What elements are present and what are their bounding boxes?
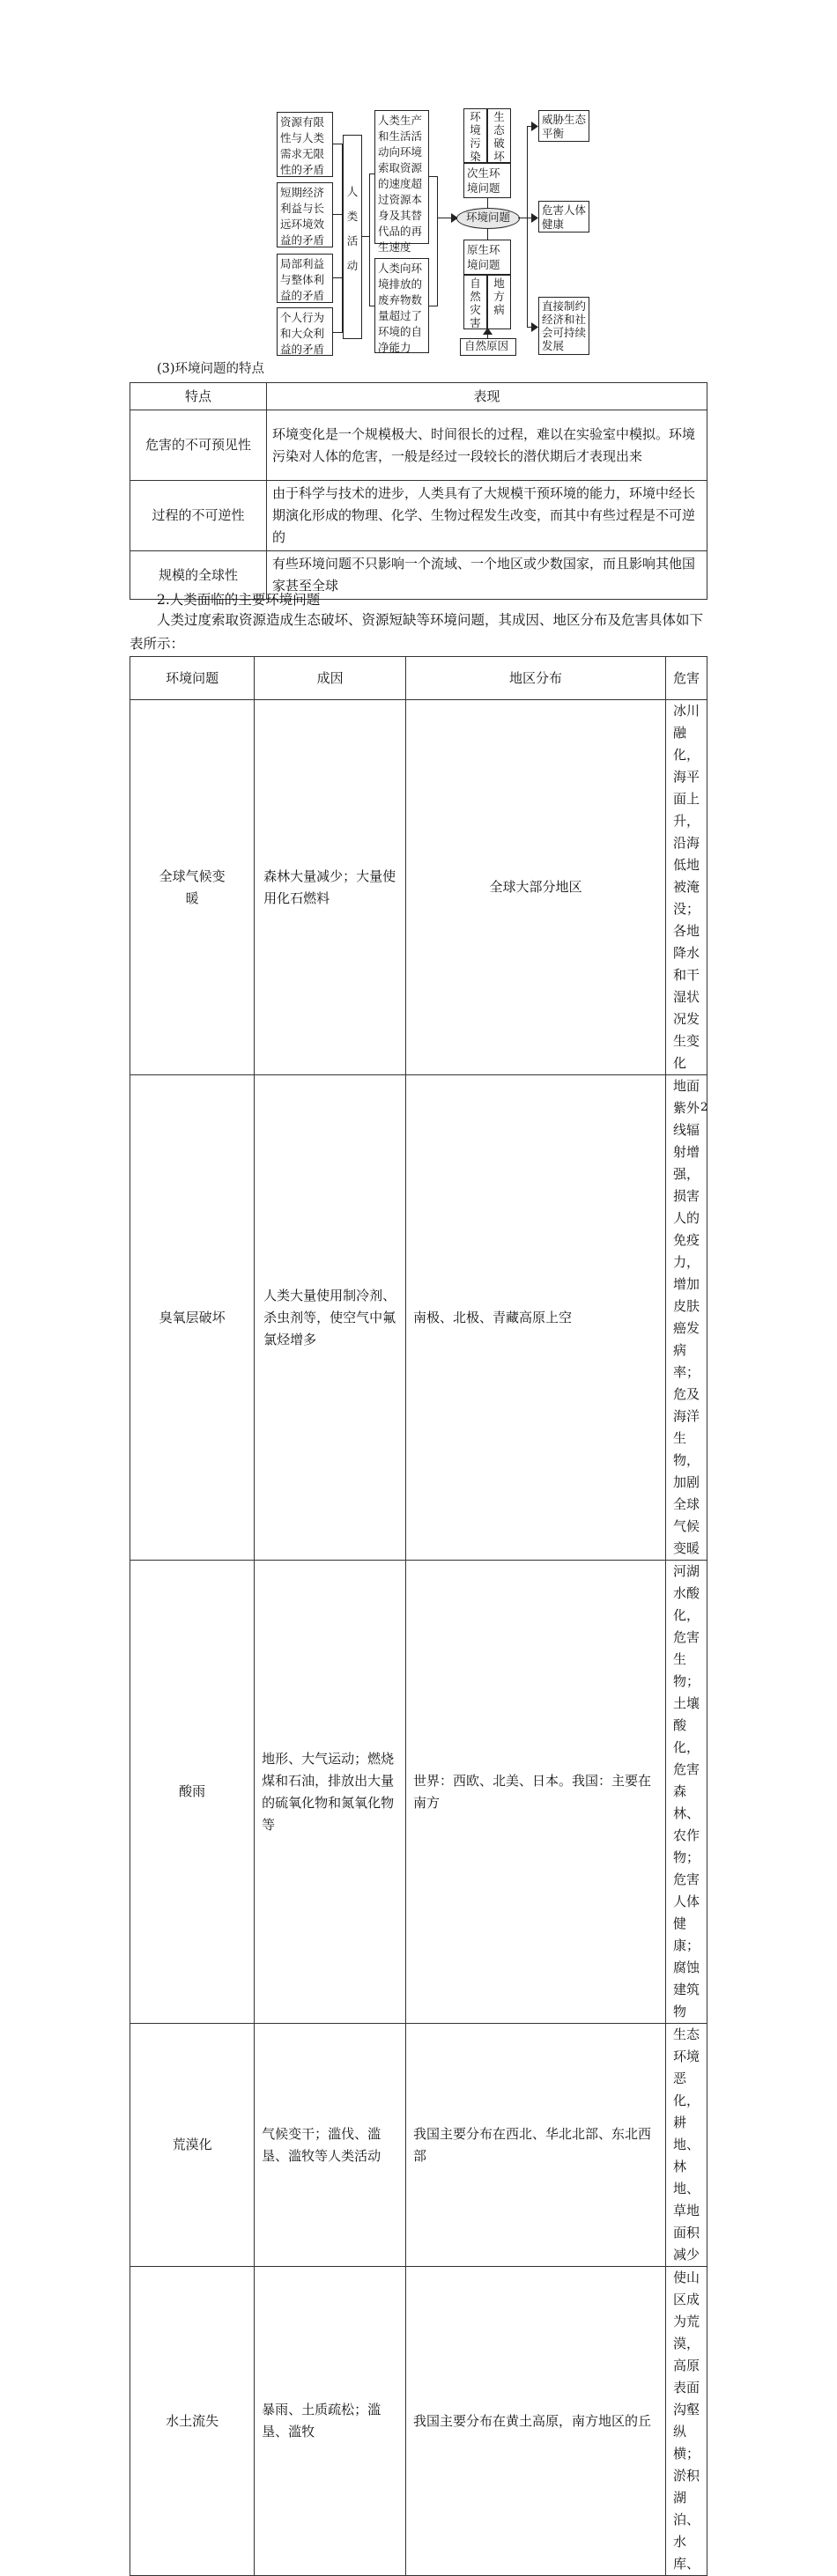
section-intro-paragraph: 人类过度索取资源造成生态破坏、资源短缺等环境问题，其成因、地区分布及危害具体如下表所示： — [130, 612, 704, 652]
table-cell: 有些环境问题不只影响一个流域、一个地区或少数国家，而且影响其他国家甚至全球 — [267, 551, 707, 600]
process-box-2: 人类向环境排放的废弃物数量超过了环境的自净能力 — [374, 258, 429, 353]
table-header: 危害 — [666, 657, 707, 700]
natural-cause-box: 自然原因 — [460, 338, 516, 356]
effect-box-2: 危害人体健康 — [538, 201, 589, 233]
endemic-disease-box: 地方病 — [487, 275, 511, 329]
table-cell: 地形、大气运动；燃烧煤和石油，排放出大量的硫氧化物和氮氧化物等 — [255, 1561, 406, 2024]
table-cell: 全球气候变暖 — [130, 700, 255, 1075]
table-row — [130, 2024, 707, 2267]
section-heading: (3)环境问题的特点 — [157, 362, 265, 376]
table-cell: 我国主要分布在黄土高原，南方地区的丘 — [405, 2267, 665, 2576]
human-activity-box: 人类活动 — [343, 135, 362, 339]
effect-box-3: 直接制约经济和社会可持续发展 — [538, 297, 589, 355]
table-cell: 荒漠化 — [130, 2024, 255, 2267]
table-cell: 暴雨、土质疏松；滥垦、滥牧 — [255, 2267, 406, 2576]
table-row — [130, 1075, 707, 1561]
table-cell: 全球大部分地区 — [405, 700, 665, 1075]
arrow-right-icon — [531, 322, 538, 332]
arrow-right-icon — [531, 122, 538, 131]
cause-box-3: 局部利益与整体利益的矛盾 — [277, 254, 333, 303]
table-header: 特点 — [130, 383, 267, 410]
secondary-problem-box: 次生环境问题 — [463, 163, 511, 198]
table-cell: 世界：西欧、北美、日本。我国：主要在南方 — [405, 1561, 665, 2024]
table-header: 环境问题 — [130, 657, 255, 700]
table-row — [130, 2267, 707, 2576]
effect-box-1: 威胁生态平衡 — [538, 110, 589, 142]
characteristics-table — [130, 382, 707, 600]
environment-problem-node: 环境问题 — [456, 208, 520, 229]
table-cell: 森林大量减少；大量使用化石燃料 — [255, 700, 406, 1075]
primary-problem-box: 原生环境问题 — [463, 240, 511, 275]
table-row — [130, 700, 707, 1075]
table-cell: 危害的不可预见性 — [130, 410, 267, 481]
table-cell: 水土流失 — [130, 2267, 255, 2576]
pollution-box: 环境污染 — [463, 108, 487, 163]
table-cell: 地面紫外线辐射增强，损害人的免疫力，增加皮肤癌发病率；危及海洋生物，加剧全球气候变暖 — [666, 1075, 707, 1561]
eco-damage-box: 生态破坏 — [487, 108, 511, 163]
table-cell: 使山区成为荒漠，高原表面沟壑纵横；淤积湖泊、水库、 — [666, 2267, 707, 2576]
environment-problems-table — [130, 656, 707, 2576]
table-cell: 过程的不可逆性 — [130, 481, 267, 551]
page-number: 2 — [700, 1101, 708, 1114]
table-header-row — [130, 383, 707, 410]
table-header-row — [130, 657, 707, 700]
table-cell: 环境变化是一个规模极大、时间很长的过程，难以在实验室中模拟。环境污染对人体的危害，一般是经过一段较长的潜伏期后才表现出来 — [267, 410, 707, 481]
table-cell: 酸雨 — [130, 1561, 255, 2024]
table-cell: 规模的全球性 — [130, 551, 267, 600]
arrow-up-icon — [483, 328, 493, 335]
cause-box-1: 资源有限性与人类需求无限性的矛盾 — [277, 112, 333, 177]
natural-disaster-box: 自然灾害 — [463, 275, 487, 329]
arrow-right-icon — [531, 213, 538, 223]
table-cell: 人类大量使用制冷剂、杀虫剂等，使空气中氟氯烃增多 — [255, 1075, 406, 1561]
process-box-1: 人类生产和生活活动向环境索取资源的速度超过资源本身及其替代品的再生速度 — [374, 110, 429, 244]
table-cell: 气候变干；滥伐、滥垦、滥牧等人类活动 — [255, 2024, 406, 2267]
table-cell: 臭氧层破坏 — [130, 1075, 255, 1561]
table-cell: 由于科学与技术的进步，人类具有了大规模干预环境的能力，环境中经长期演化形成的物理、化学、生物过程发生改变，而其中有些过程是不可逆的 — [267, 481, 707, 551]
table-cell: 河湖水酸化，危害生物；土壤酸化，危害森林、农作物；危害人体健康；腐蚀建筑物 — [666, 1561, 707, 2024]
table-row — [130, 481, 707, 551]
table-cell: 冰川融化，海平面上升，沿海低地被淹没；各地降水和干湿状况发生变化 — [666, 700, 707, 1075]
table-cell: 生态环境恶化，耕地、林地、草地面积减少 — [666, 2024, 707, 2267]
section-heading: 2.人类面临的主要环境问题 — [157, 592, 321, 608]
table-header: 成因 — [255, 657, 406, 700]
table-header: 地区分布 — [405, 657, 665, 700]
table-row — [130, 1561, 707, 2024]
cause-box-2: 短期经济利益与长远环境效益的矛盾 — [277, 182, 333, 247]
table-cell: 我国主要分布在西北、华北北部、东北西部 — [405, 2024, 665, 2267]
table-header: 表现 — [267, 383, 707, 410]
cause-box-4: 个人行为和大众利益的矛盾 — [277, 307, 333, 356]
table-row — [130, 410, 707, 481]
table-cell: 南极、北极、青藏高原上空 — [405, 1075, 665, 1561]
